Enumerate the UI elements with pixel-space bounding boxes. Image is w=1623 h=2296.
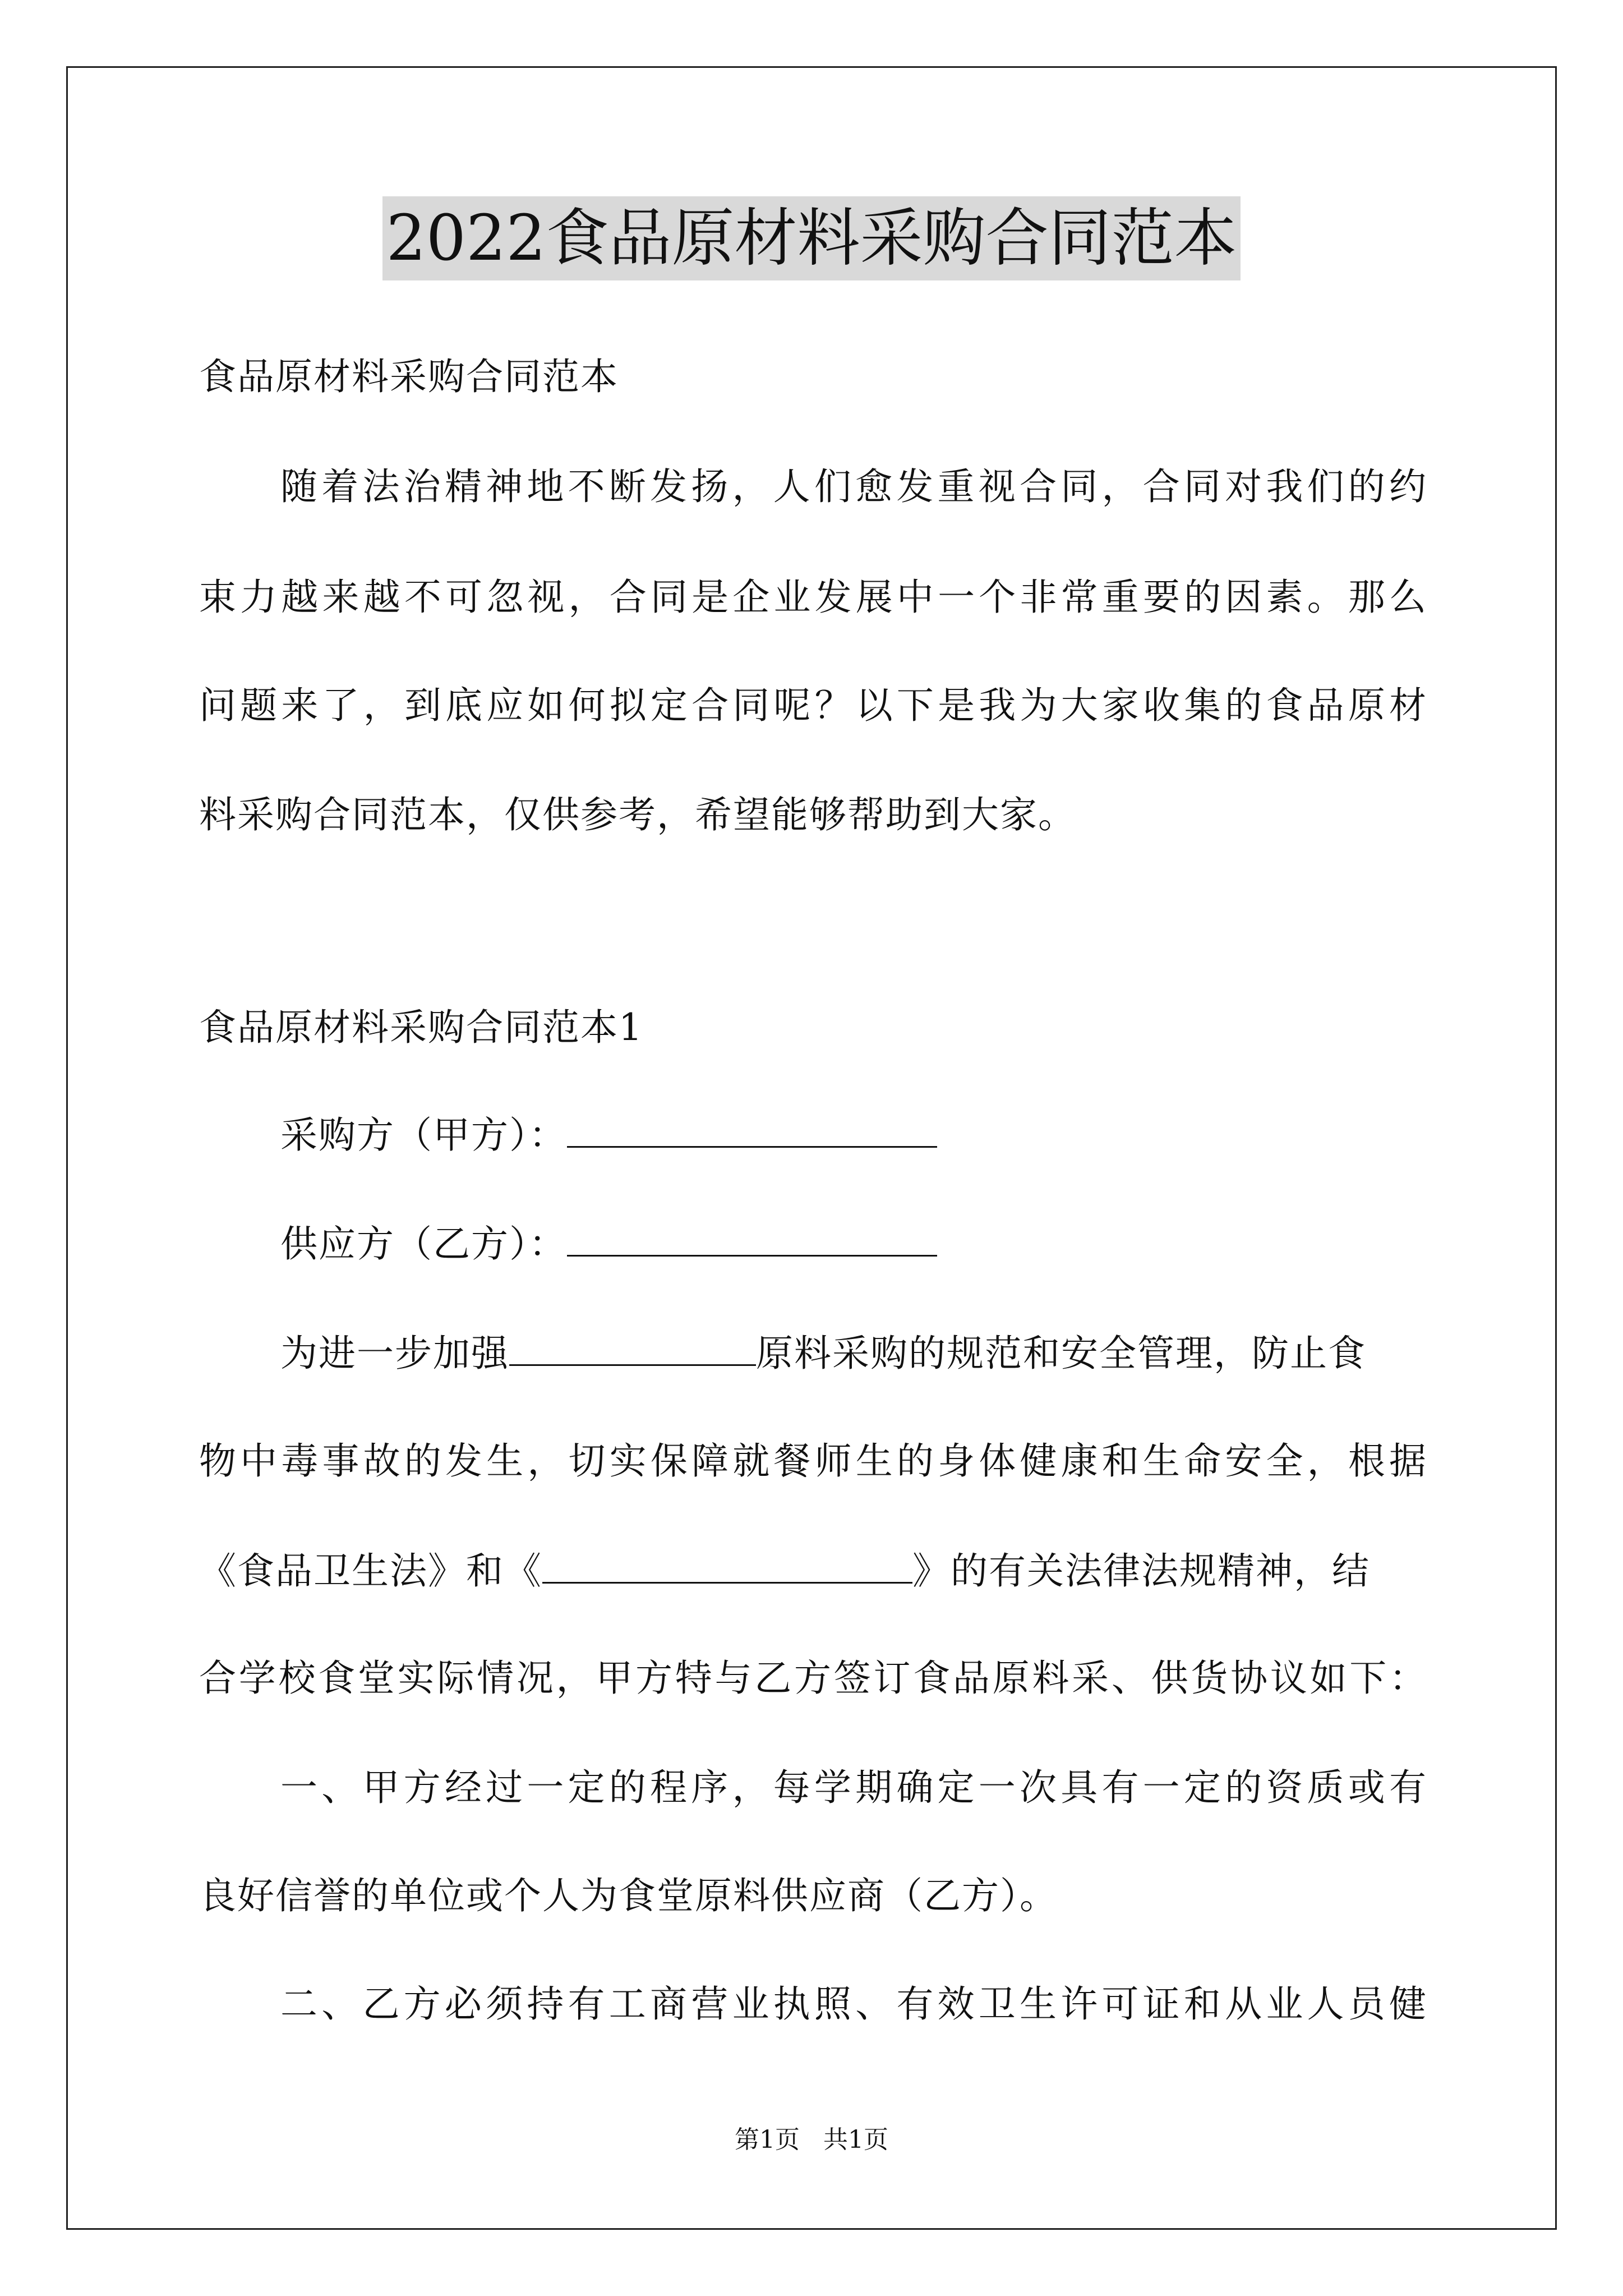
para1-line1-after: 原料采购的规范和安全管理，防止食 — [756, 1332, 1366, 1375]
intro-line-2: 束力越来越不可忽视，合同是企业发展中一个非常重要的因素。那么 — [199, 576, 1427, 619]
intro-line-4: 料采购合同范本，仅供参考，希望能够帮助到大家。 — [199, 793, 1076, 836]
party-a-blank — [567, 1112, 937, 1148]
para1-line3-before: 《食品卫生法》和《 — [199, 1549, 542, 1593]
item1-line-1: 一、甲方经过一定的程序，每学期确定一次具有一定的资质或有 — [280, 1766, 1427, 1809]
party-a-label: 采购方（甲方）： — [280, 1114, 567, 1157]
para1-line1-before: 为进一步加强 — [280, 1332, 509, 1375]
item1-line-2: 良好信誉的单位或个人为食堂原料供应商（乙方）。 — [199, 1874, 1058, 1917]
para1-line-1 — [280, 1331, 1366, 1376]
intro-line-3: 问题来了，到底应如何拟定合同呢？以下是我为大家收集的食品原材 — [199, 684, 1427, 727]
section-heading: 食品原材料采购合同范本1 — [199, 1006, 643, 1049]
party-a-row — [280, 1112, 937, 1158]
para1-blank-1 — [509, 1331, 756, 1366]
para1-line-4: 合学校食堂实际情况，甲方特与乙方签订食品原料采、供货协议如下： — [199, 1657, 1427, 1700]
title-container — [0, 196, 1623, 280]
para1-line3-after: 》的有关法律法规精神，结 — [912, 1549, 1370, 1593]
para1-line-2: 物中毒事故的发生，切实保障就餐师生的身体健康和生命安全，根据 — [199, 1439, 1427, 1483]
party-b-blank — [567, 1221, 937, 1257]
party-b-row — [280, 1221, 937, 1267]
page-footer: 第1页 共1页 — [735, 2125, 888, 2154]
para1-line-3 — [199, 1548, 1370, 1594]
document-title: 2022食品原材料采购合同范本 — [382, 196, 1240, 280]
para1-blank-2 — [542, 1548, 912, 1584]
intro-line-1: 随着法治精神地不断发扬，人们愈发重视合同，合同对我们的约 — [280, 465, 1427, 508]
subtitle: 食品原材料采购合同范本 — [199, 355, 619, 398]
item2-line-1: 二、乙方必须持有工商营业执照、有效卫生许可证和从业人员健 — [280, 1982, 1427, 2026]
party-b-label: 供应方（乙方）： — [280, 1222, 567, 1266]
